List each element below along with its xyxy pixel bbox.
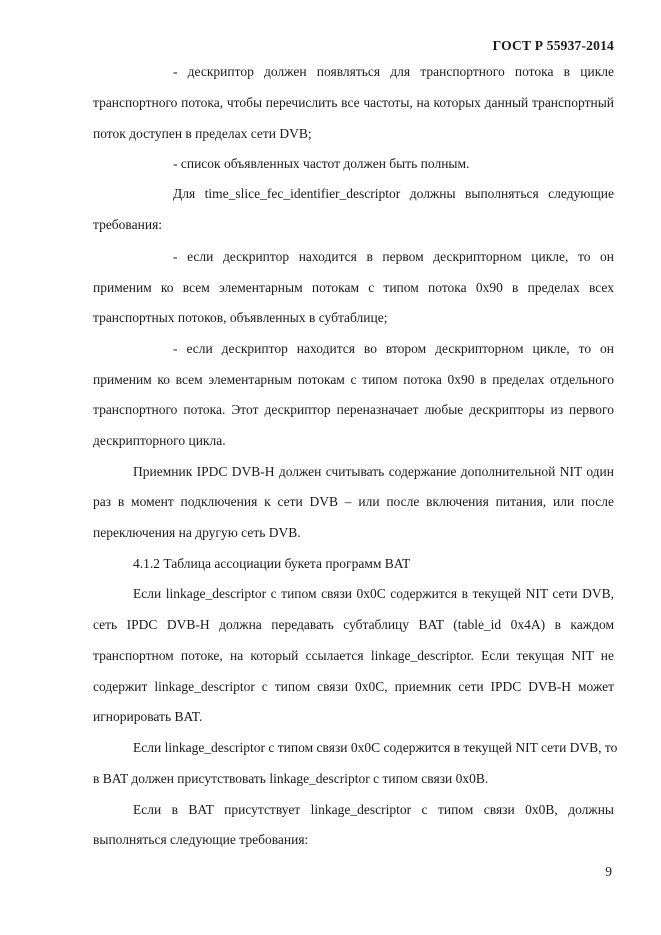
text-line: Приемник IPDC DVB-H должен считывать содержание дополнительной NIT один xyxy=(133,464,614,479)
text-line: транспортных потоков, объявленных в субтаблице; xyxy=(93,310,388,325)
text-line: выполняться следующие требования: xyxy=(93,832,309,847)
text-line: сеть IPDC DVB-H должна передавать субтаблицу BAT (table_id 0x4A) в каждом xyxy=(93,617,614,632)
text-line: - список объявленных частот должен быть полным. xyxy=(173,156,470,171)
text-line: игнорировать BAT. xyxy=(93,709,203,724)
text-line: Если linkage_descriptor с типом связи 0x0C содержится в текущей NIT сети DVB, xyxy=(133,586,614,601)
text-line: применим ко всем элементарным потокам с типом потока 0x90 в пределах всех xyxy=(93,280,614,295)
text-line: - если дескриптор находится в первом дескрипторном цикле, то он xyxy=(173,249,614,264)
text-line: раз в момент подключения к сети DVB – или после включения питания, или после xyxy=(93,494,614,509)
text-line: Для time_slice_fec_identifier_descriptor должны выполняться следующие xyxy=(173,186,614,201)
section-heading: 4.1.2 Таблица ассоциации букета программ BAT xyxy=(133,556,411,571)
text-line: поток доступен в пределах сети DVB; xyxy=(93,126,312,141)
text-line: применим ко всем элементарным потокам с типом потока 0x90 в пределах отдельного xyxy=(93,372,614,387)
page-number: 9 xyxy=(605,864,612,879)
text-line: в BAT должен присутствовать linkage_descriptor с типом связи 0x0B. xyxy=(93,771,489,786)
text-line: транспортного потока, чтобы перечислить все частоты, на которых данный транспортный xyxy=(93,95,614,110)
document-header: ГОСТ Р 55937-2014 xyxy=(492,38,614,53)
text-line: дескрипторного цикла. xyxy=(93,433,226,448)
text-line: Если в BAT присутствует linkage_descriptor с типом связи 0x0B, должны xyxy=(133,802,614,817)
text-line: - дескриптор должен появляться для транспортного потока в цикле xyxy=(173,64,614,79)
text-line: - если дескриптор находится во втором дескрипторном цикле, то он xyxy=(173,341,614,356)
text-line: транспортного потока. Этот дескриптор переназначает любые дескрипторы из первого xyxy=(93,402,614,417)
text-line: требования: xyxy=(93,217,163,232)
text-line: транспортном потоке, на который ссылается linkage_descriptor. Если текущая NIT не xyxy=(93,648,614,663)
text-line: содержит linkage_descriptor с типом связи 0x0C, приемник сети IPDC DVB-H может xyxy=(93,679,614,694)
text-line: Если linkage_descriptor с типом связи 0x0C содержится в текущей NIT сети DVB, то xyxy=(133,740,618,755)
text-line: переключения на другую сеть DVB. xyxy=(93,525,301,540)
